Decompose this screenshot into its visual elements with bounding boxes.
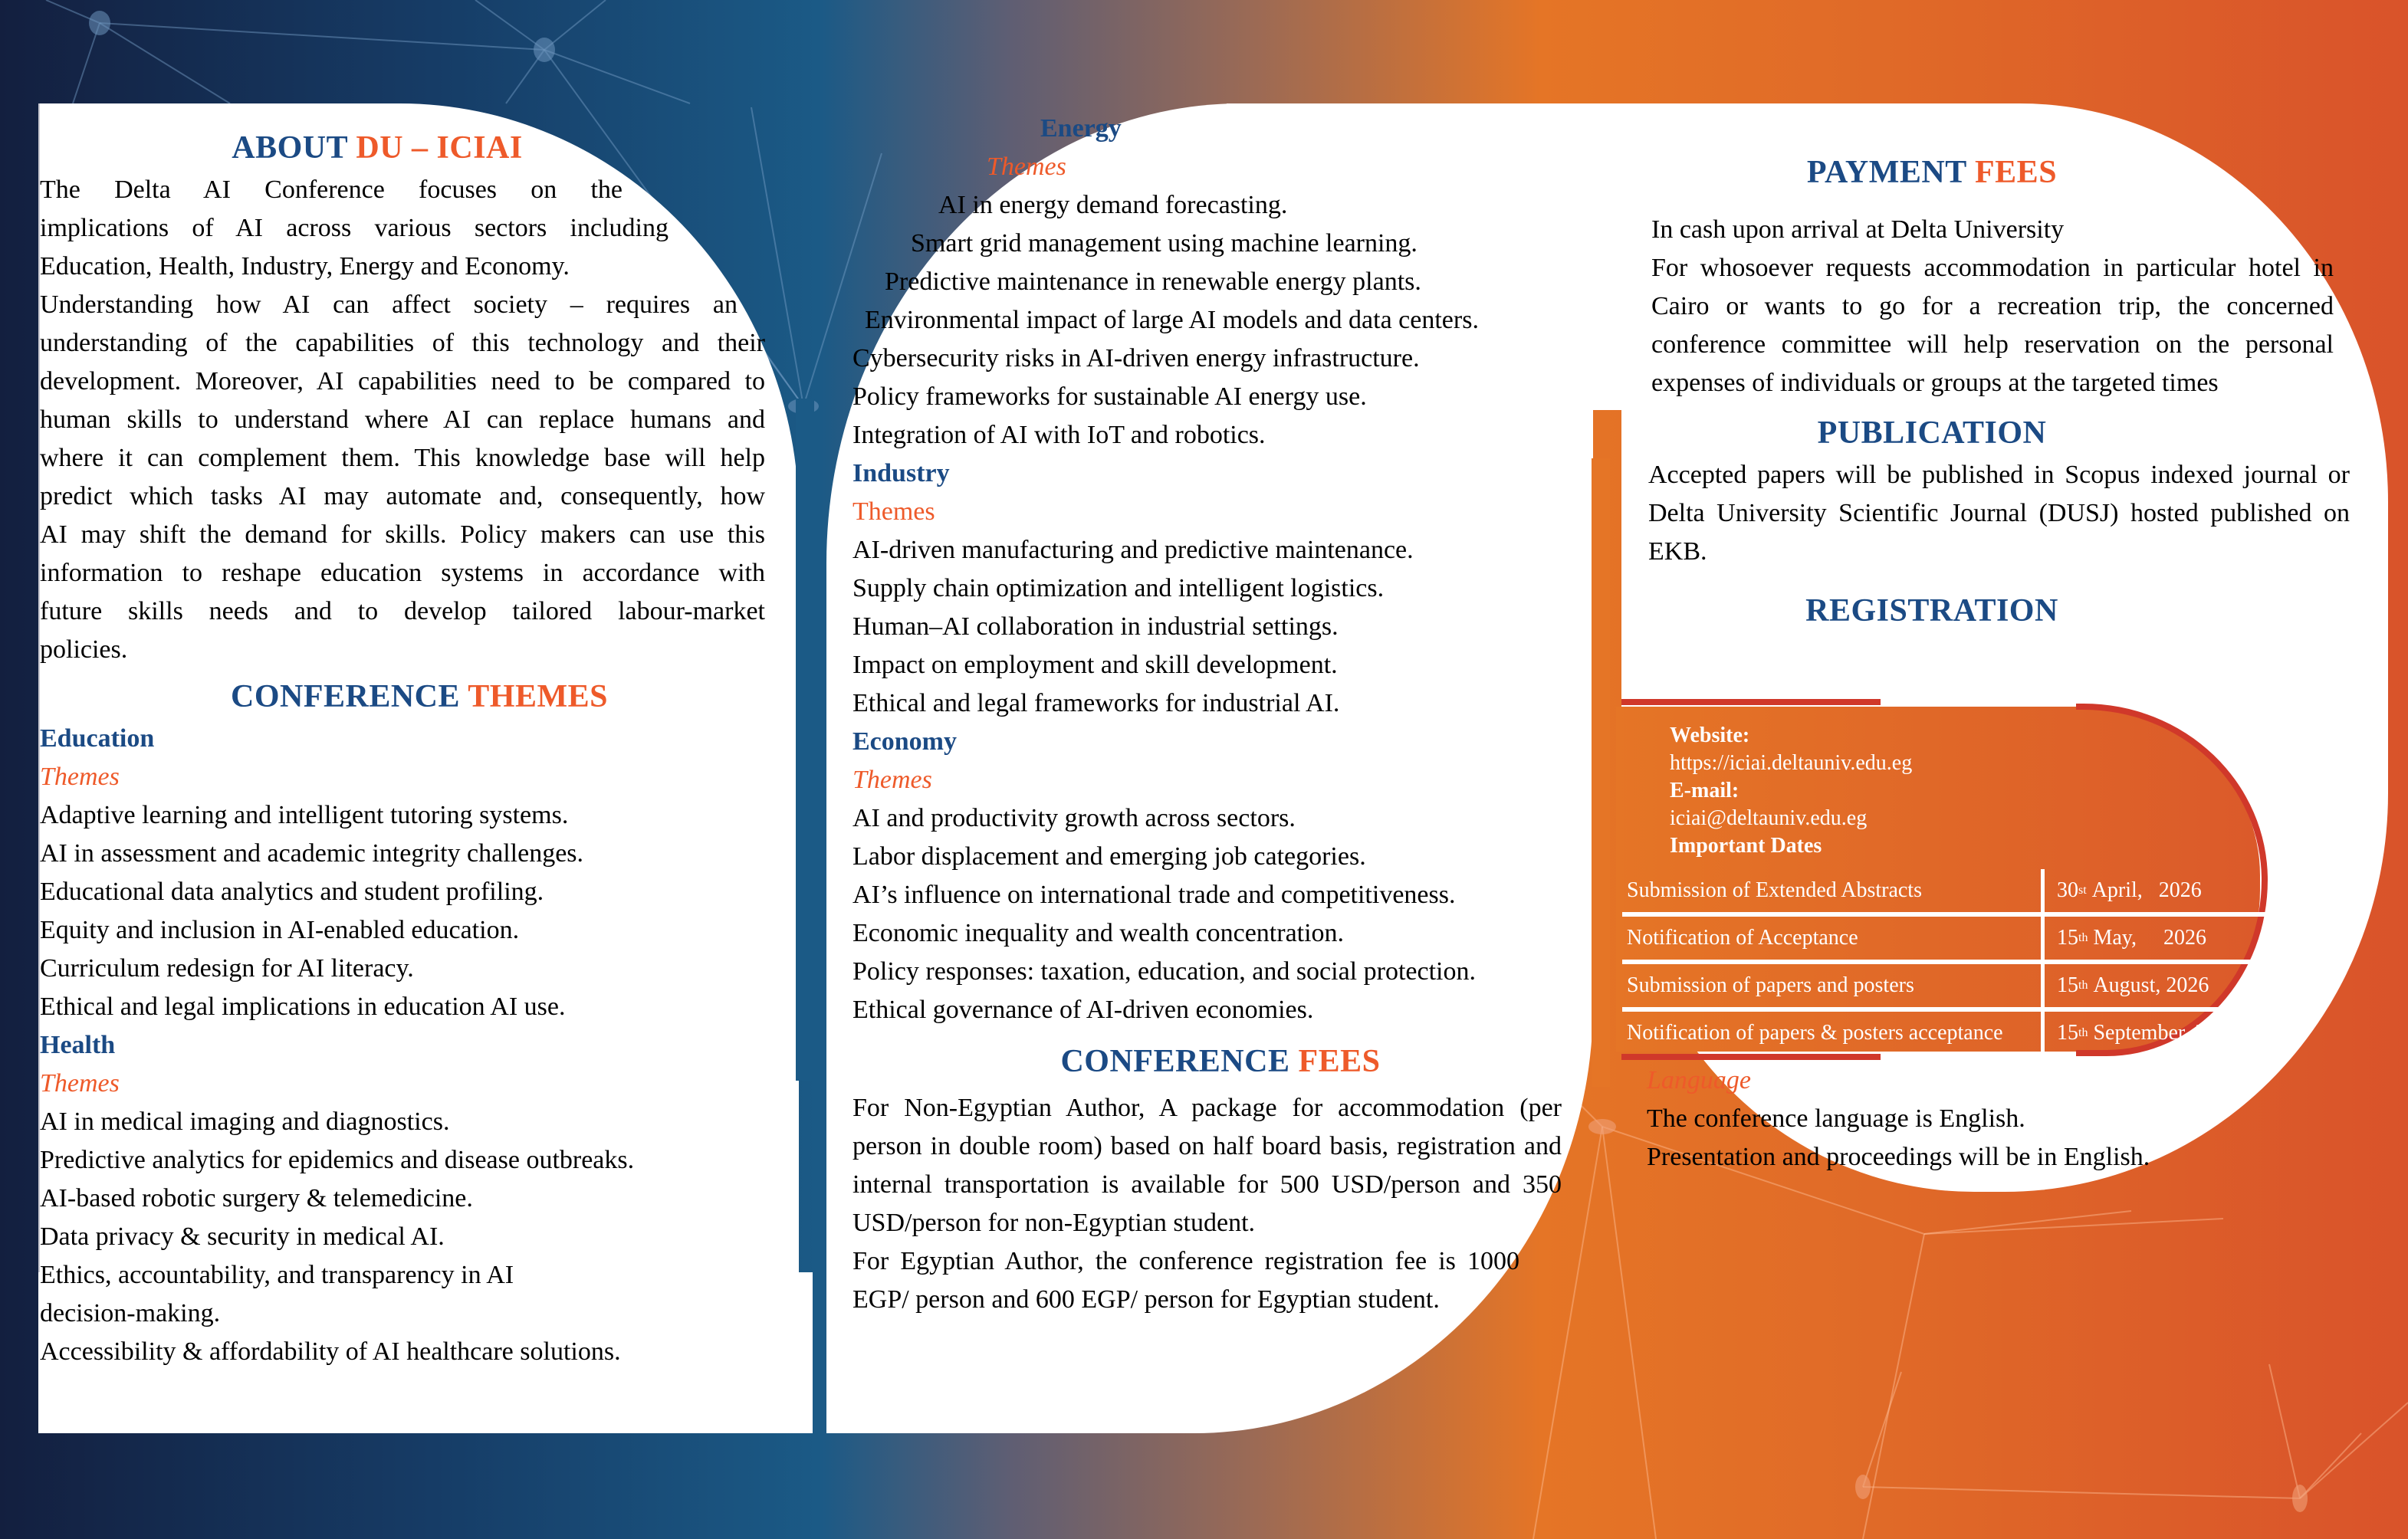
list-item: Ethical governance of AI-driven economies. <box>852 996 1314 1024</box>
list-item: Equity and inclusion in AI-enabled education. <box>40 916 520 944</box>
list-item: Policy responses: taxation, education, and social protection. <box>852 957 1476 986</box>
date-row <box>1622 964 2274 1012</box>
list-item: Curriculum redesign for AI literacy. <box>40 954 414 983</box>
list-item: Ethical and legal implications in education AI use. <box>40 993 566 1021</box>
list-item: AI in assessment and academic integrity challenges. <box>40 839 584 868</box>
important-dates-label: Important Dates <box>1670 834 1822 858</box>
themes-label: Themes <box>987 153 1066 181</box>
about-title: ABOUT DU – ICIAI <box>232 130 523 166</box>
email-link[interactable]: iciai@deltauniv.edu.eg <box>1670 806 1868 830</box>
health-heading: Health <box>40 1031 116 1059</box>
date-row <box>1622 917 2274 964</box>
payment-and-registration-column <box>1648 149 2350 634</box>
registration-title: REGISTRATION <box>1805 593 2058 628</box>
list-item: Environmental impact of large AI models and data centers. <box>865 306 1479 334</box>
list-item: Ethics, accountability, and transparency in AI <box>40 1261 514 1289</box>
fees-non-egyptian: For Non-Egyptian Author, A package for accommodation (per person in double room) based on half board basis, registration and internal transportation is available for 500 USD/person and 350 USD/person for non-Egyptian student. <box>852 1094 1562 1237</box>
list-item: Adaptive learning and intelligent tutoring systems. <box>40 801 569 829</box>
themes-label: Themes <box>852 766 932 794</box>
themes-label: Themes <box>40 763 120 791</box>
payment-accommodation-text: For whosoever requests accommodation in particular hotel in Cairo or wants to go for a recreation trip, the concerned conference committee will help reservation on the personal expenses of individuals or groups at the targeted times <box>1651 254 2334 397</box>
orange-divider-bar <box>1592 458 1610 1087</box>
email-label: E-mail: <box>1670 779 1739 802</box>
date-event: Notification of Acceptance <box>1627 926 1858 950</box>
education-themes <box>40 720 765 1026</box>
payment-cash-line: In cash upon arrival at Delta University <box>1651 215 2065 244</box>
industry-heading: Industry <box>852 459 950 487</box>
important-dates-table <box>1622 869 2274 1055</box>
list-item: Smart grid management using machine learning. <box>911 229 1418 258</box>
publication-text: Accepted papers will be published in Scopus indexed journal or Delta University Scientific Journal (DUSJ) hosted published on EKB. <box>1648 461 2350 566</box>
conference-fees-title: CONFERENCE FEES <box>1060 1044 1381 1079</box>
list-item: Integration of AI with IoT and robotics. <box>852 421 1266 449</box>
date-value: 15 th August, 2026 <box>2041 964 2209 1007</box>
themes-and-fees-column <box>852 110 1588 1319</box>
education-heading: Education <box>40 724 155 753</box>
language-section <box>1647 1062 2337 1176</box>
health-themes <box>40 1026 765 1371</box>
date-value: 15 th September, 2026 <box>2041 1012 2238 1055</box>
fees-egyptian: For Egyptian Author, the conference registration fee is 1000 EGP/ person and 600 EGP/ person for Egyptian student. <box>852 1247 1519 1314</box>
list-item: Cybersecurity risks in AI-driven energy infrastructure. <box>852 344 1420 372</box>
about-and-themes-column <box>40 125 765 1371</box>
list-item: Human–AI collaboration in industrial settings. <box>852 612 1339 641</box>
list-item: AI’s influence on international trade and competitiveness. <box>852 881 1456 909</box>
list-item: Educational data analytics and student profiling. <box>40 878 544 906</box>
publication-title: PUBLICATION <box>1817 415 2047 451</box>
list-item: Predictive maintenance in renewable energy plants. <box>885 267 1421 296</box>
date-event: Submission of papers and posters <box>1627 973 1914 997</box>
list-item: Supply chain optimization and intelligent logistics. <box>852 574 1385 602</box>
blue-divider-bar <box>796 399 814 1081</box>
payment-fees-title: PAYMENT FEES <box>1806 155 2058 190</box>
language-line-1: The conference language is English. <box>1647 1104 2025 1133</box>
date-event: Submission of Extended Abstracts <box>1627 878 1922 902</box>
date-row <box>1622 1012 2274 1055</box>
language-label: Language <box>1647 1066 1751 1094</box>
list-item: AI-based robotic surgery & telemedicine. <box>40 1184 473 1212</box>
list-item: AI-driven manufacturing and predictive maintenance. <box>852 536 1414 564</box>
energy-heading: Energy <box>1040 114 1122 143</box>
list-item: Economic inequality and wealth concentration. <box>852 919 1345 947</box>
website-link[interactable]: https://iciai.deltauniv.edu.eg <box>1670 751 1913 775</box>
registration-contact <box>1670 722 1912 860</box>
list-item: Ethical and legal frameworks for industrial AI. <box>852 689 1340 717</box>
list-item: Policy frameworks for sustainable AI energy use. <box>852 382 1367 411</box>
list-item: Labor displacement and emerging job categories. <box>852 842 1366 871</box>
list-item: Impact on employment and skill development. <box>852 651 1338 679</box>
date-value: 30 st April, 2026 <box>2041 869 2202 912</box>
list-item: Predictive analytics for epidemics and disease outbreaks. <box>40 1146 635 1174</box>
about-text: The Delta AI Conference focuses on the implications of AI across various sectors including Education, Health, Industry, Energy and Economy. Understanding how AI can affect society – requires an understanding of the capabilities of this technology and their development. Moreover, AI capabilities need to be compared to human skills to understand where AI can replace humans and where it can complement them. This knowledge base will help predict which tasks AI may automate and, consequently, how AI may shift the demand for skills. Policy makers can use this information to reshape education systems in accordance with future skills needs and to develop tailored labour-market policies. <box>40 176 765 664</box>
date-row <box>1622 869 2274 917</box>
themes-label: Themes <box>40 1069 120 1098</box>
list-item: AI and productivity growth across sectors. <box>852 804 1296 832</box>
list-item: Accessibility & affordability of AI healthcare solutions. <box>40 1337 621 1366</box>
list-item: AI in medical imaging and diagnostics. <box>40 1107 450 1136</box>
date-event: Notification of papers & posters acceptance <box>1627 1021 2003 1045</box>
date-value: 15 th May, 2026 <box>2041 917 2206 960</box>
language-line-2: Presentation and proceedings will be in English. <box>1647 1143 2150 1171</box>
registration-bottom-line <box>1621 1054 1881 1060</box>
website-label: Website: <box>1670 724 1750 747</box>
economy-heading: Economy <box>852 727 957 756</box>
themes-label: Themes <box>852 497 935 526</box>
registration-top-line <box>1621 699 1881 705</box>
list-item: AI in energy demand forecasting. <box>938 191 1288 219</box>
list-item: decision-making. <box>40 1299 221 1327</box>
list-item: Data privacy & security in medical AI. <box>40 1222 445 1251</box>
conference-themes-title: CONFERENCE THEMES <box>231 679 608 714</box>
